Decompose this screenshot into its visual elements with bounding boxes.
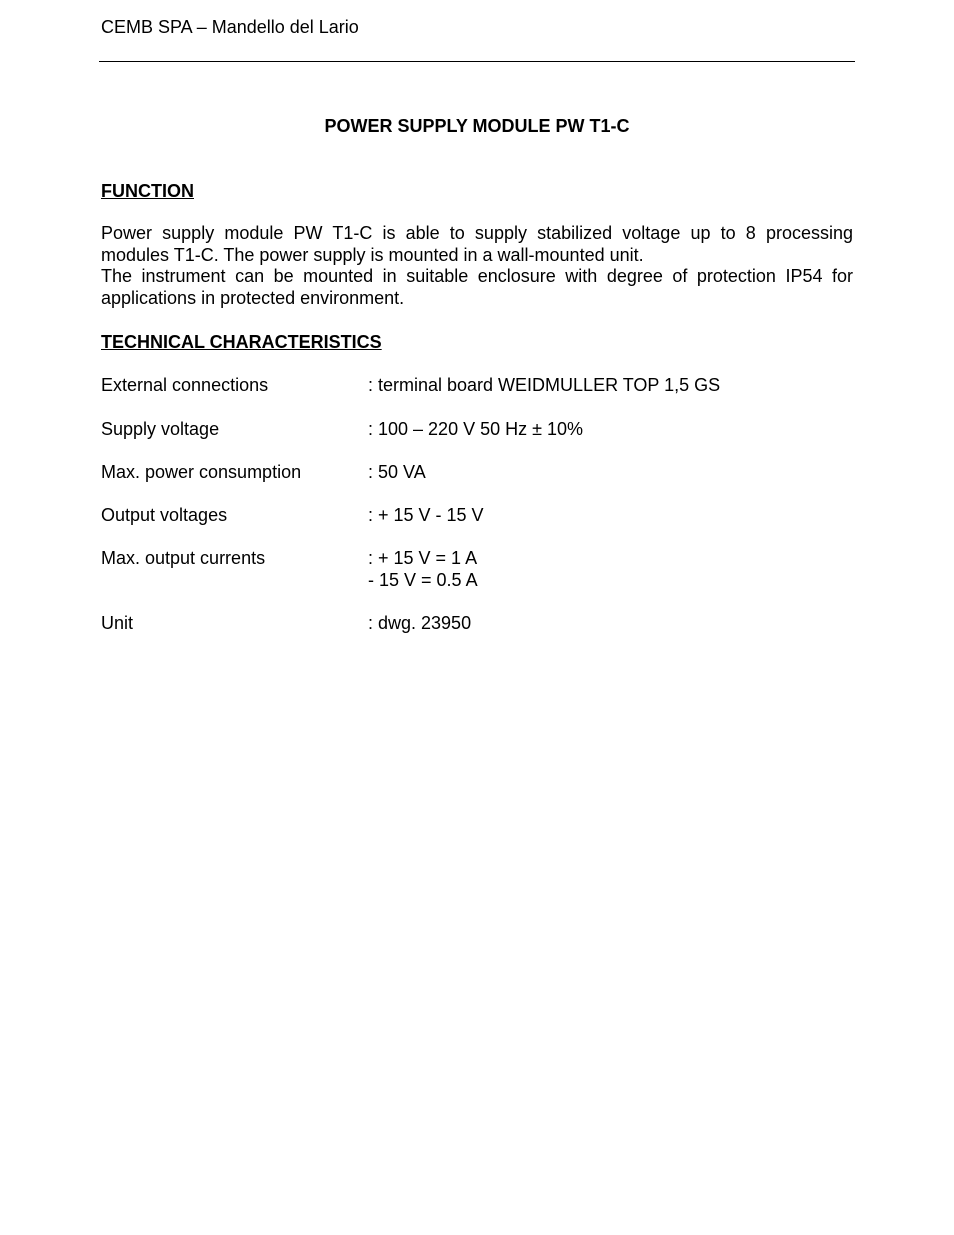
page-header-company: CEMB SPA – Mandello del Lario [101, 17, 359, 37]
spec-label: Max. power consumption [101, 462, 302, 482]
spec-value: : + 15 V = 1 A [368, 548, 478, 568]
header-divider [99, 61, 855, 62]
spec-value-second-line: - 15 V = 0.5 A [368, 570, 478, 590]
spec-value: : + 15 V - 15 V [368, 505, 484, 525]
spec-value: : 50 VA [368, 462, 426, 482]
spec-label: Output voltages [101, 505, 228, 525]
function-paragraph-2: The instrument can be mounted in suitable enclosure with degree of protection IP54 for applications in protected environment. [101, 266, 853, 308]
function-paragraph-1: Power supply module PW T1-C is able to supply stabilized voltage up to 8 processing modules T1-C. The power supply is mounted in a wall-mounted unit. [101, 223, 853, 265]
spec-value: : terminal board WEIDMULLER TOP 1,5 GS [368, 375, 721, 395]
spec-label: Max. output currents [101, 548, 266, 568]
spec-value: : dwg. 23950 [368, 613, 472, 633]
section-heading-technical: TECHNICAL CHARACTERISTICS [101, 332, 382, 352]
spec-value: : 100 – 220 V 50 Hz ± 10% [368, 419, 584, 439]
spec-label: External connections [101, 375, 269, 395]
section-heading-function: FUNCTION [101, 181, 194, 201]
spec-label: Supply voltage [101, 419, 220, 439]
document-title: POWER SUPPLY MODULE PW T1-C [324, 116, 630, 136]
spec-label: Unit [101, 613, 134, 633]
